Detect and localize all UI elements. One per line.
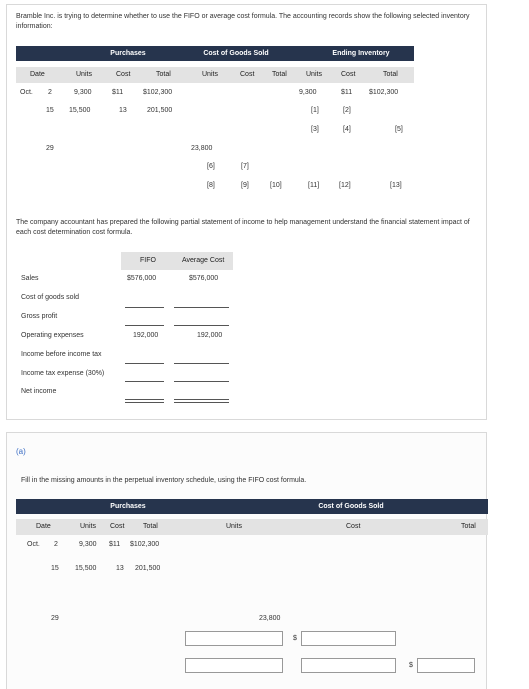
income-col-header (121, 252, 233, 270)
col-e-units: Units (306, 71, 322, 78)
net-average-double-line (174, 402, 229, 403)
income-before-tax-label: Income before income tax (21, 351, 102, 358)
cell-p-cost: $11 (112, 89, 124, 96)
cell-e-units: 9,300 (299, 89, 317, 96)
cell-p-total: 201,500 (135, 565, 161, 572)
cell-p-units: 15,500 (75, 565, 97, 572)
sales-label: Sales (21, 275, 39, 282)
col-e-total: Total (383, 71, 398, 78)
cogs-fifo-line (125, 307, 164, 308)
cell-month: Oct. (20, 89, 33, 96)
income-intro-text: The company accountant has prepared the following partial statement of income to help management understand the financial statement impact of each cost determination cost formula. (16, 219, 470, 236)
cogs-units-input-1[interactable] (185, 631, 283, 646)
col-c-units: Units (202, 71, 218, 78)
cogs-units-input-2[interactable] (185, 658, 283, 673)
cell-e-total: [13] (390, 182, 402, 189)
cell-c-total: [10] (270, 182, 282, 189)
cell-e-cost: [12] (339, 182, 351, 189)
group-purchases: Purchases (110, 50, 146, 57)
operating-expenses-label: Operating expenses (21, 332, 84, 339)
intro-text: Bramble Inc. is trying to determine whether to use the FIFO or average cost formula. The accounting records show the following selected inventory information: (16, 13, 470, 30)
cell-e-cost: [4] (343, 126, 351, 133)
net-fifo-line (125, 399, 164, 400)
cell-p-cost: $11 (109, 541, 121, 548)
cell-day: 29 (46, 145, 54, 152)
part-a-tag: (a) (16, 447, 26, 456)
cell-e-total: [5] (395, 126, 403, 133)
cell-p-units: 9,300 (74, 89, 92, 96)
cell-day: 2 (54, 541, 58, 548)
cell-c-cost: [9] (241, 182, 249, 189)
cell-day: 15 (46, 107, 54, 114)
part-a-card (6, 432, 487, 689)
cogs-cost-input-2[interactable] (301, 658, 396, 673)
part-a-col-header (16, 519, 488, 535)
cell-p-cost: 13 (116, 565, 124, 572)
sales-average: $576,000 (189, 275, 219, 282)
income-tax-label: Income tax expense (30%) (21, 370, 105, 377)
cell-day: 15 (51, 565, 59, 572)
table-col-header (16, 67, 414, 83)
col-p-cost: Cost (110, 523, 125, 530)
group-purchases: Purchases (110, 503, 146, 510)
cell-c-cost: [7] (241, 163, 249, 170)
cell-day: 2 (48, 89, 52, 96)
group-ending: Ending Inventory (332, 50, 390, 57)
col-p-units: Units (76, 71, 92, 78)
cell-day: 29 (51, 615, 59, 622)
cogs-cost-input-1[interactable] (301, 631, 396, 646)
col-c-total: Total (272, 71, 287, 78)
col-c-cost: Cost (346, 523, 361, 530)
group-cogs: Cost of Goods Sold (318, 503, 384, 510)
net-average-line (174, 399, 229, 400)
cell-e-units: [3] (311, 126, 319, 133)
cogs-average-line (174, 307, 229, 308)
ibt-fifo-line (125, 363, 164, 364)
cell-p-total: $102,300 (143, 89, 173, 96)
col-fifo: FIFO (140, 257, 156, 264)
cell-p-total: $102,300 (130, 541, 160, 548)
dollar-sign: $ (293, 635, 297, 642)
ibt-average-line (174, 363, 229, 364)
cell-p-total: 201,500 (147, 107, 173, 114)
tax-fifo-line (125, 381, 164, 382)
cell-c-units: [8] (207, 182, 215, 189)
part-a-group-header (16, 499, 488, 514)
gross-fifo-line (125, 325, 164, 326)
col-date: Date (30, 71, 45, 78)
cell-e-total: $102,300 (369, 89, 399, 96)
cell-e-cost: [2] (343, 107, 351, 114)
gross-average-line (174, 325, 229, 326)
net-fifo-double-line (125, 402, 164, 403)
table-group-header (16, 46, 414, 61)
opex-average: 192,000 (197, 332, 223, 339)
cell-c-units: 23,800 (259, 615, 281, 622)
cell-e-units: [1] (311, 107, 319, 114)
col-p-units: Units (80, 523, 96, 530)
sales-fifo: $576,000 (127, 275, 157, 282)
col-p-total: Total (156, 71, 171, 78)
cogs-label: Cost of goods sold (21, 294, 79, 301)
cell-month: Oct. (27, 541, 40, 548)
col-c-cost: Cost (240, 71, 255, 78)
cell-e-cost: $11 (341, 89, 353, 96)
group-cogs: Cost of Goods Sold (203, 50, 269, 57)
col-c-total: Total (461, 523, 476, 530)
problem-card (6, 4, 487, 420)
cell-p-units: 15,500 (69, 107, 91, 114)
col-p-cost: Cost (116, 71, 131, 78)
cell-c-units: 23,800 (191, 145, 213, 152)
col-average-cost: Average Cost (182, 257, 225, 264)
cell-e-units: [11] (308, 182, 320, 189)
cell-p-units: 9,300 (79, 541, 97, 548)
cell-c-units: [6] (207, 163, 215, 170)
col-date: Date (36, 523, 51, 530)
gross-profit-label: Gross profit (21, 313, 58, 320)
col-e-cost: Cost (341, 71, 356, 78)
cogs-total-input[interactable] (417, 658, 475, 673)
col-p-total: Total (143, 523, 158, 530)
tax-average-line (174, 381, 229, 382)
col-c-units: Units (226, 523, 242, 530)
cell-p-cost: 13 (119, 107, 127, 114)
net-income-label: Net income (21, 388, 57, 395)
opex-fifo: 192,000 (133, 332, 159, 339)
dollar-sign: $ (409, 662, 413, 669)
part-a-instruction: Fill in the missing amounts in the perpetual inventory schedule, using the FIFO cost formula. (21, 477, 307, 484)
